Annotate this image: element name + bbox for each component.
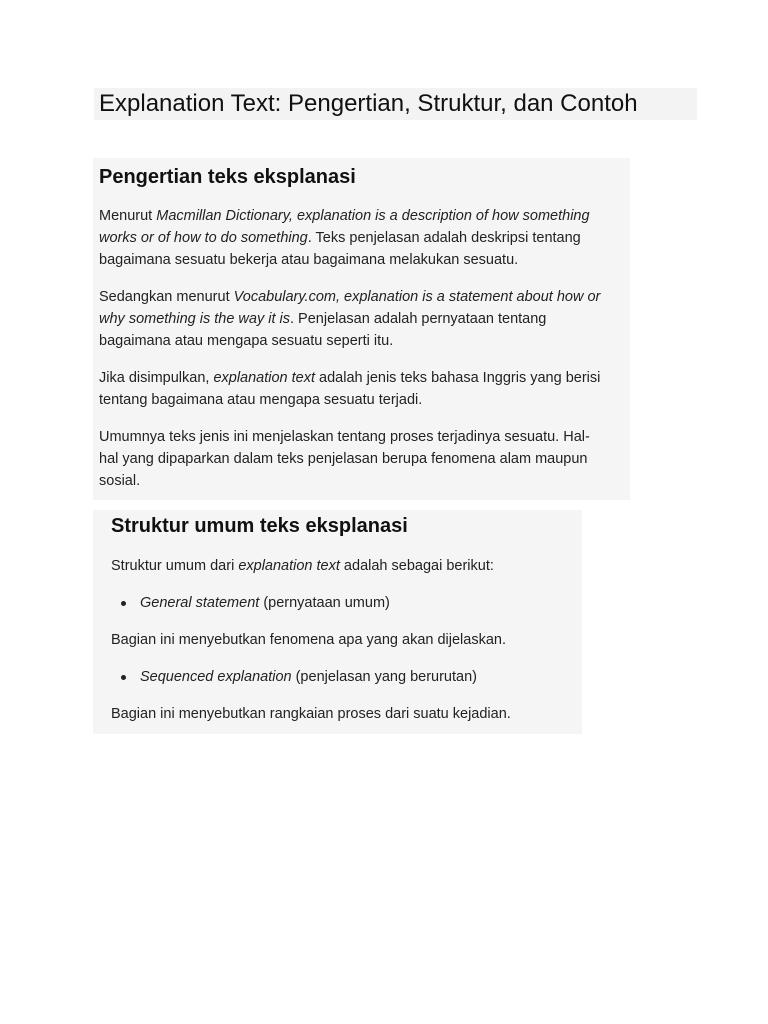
italic-text: Macmillan Dictionary, explanation is a description of how something: [156, 208, 590, 224]
section-heading-struktur: Struktur umum teks eksplanasi: [111, 515, 408, 537]
paragraph-line: [99, 286, 630, 308]
text-span: Jika disimpulkan,: [99, 370, 214, 386]
paragraph-line: [99, 205, 630, 227]
paragraph-line: Umumnya teks jenis ini menjelaskan tentang proses terjadinya sesuatu. Hal-: [99, 429, 590, 445]
paragraph-vocabulary: [99, 286, 630, 352]
paragraph-line: bagaimana atau mengapa sesuatu seperti itu.: [99, 333, 394, 349]
text-span: adalah sebagai berikut:: [339, 558, 494, 574]
bullet-dot-icon: [121, 601, 126, 606]
text-span: adalah jenis teks bahasa Inggris yang berisi: [315, 370, 601, 386]
paragraph-macmillan: [99, 205, 630, 271]
italic-text: works or of how to do something: [99, 230, 308, 246]
text-span: . Penjelasan adalah pernyataan tentang: [290, 311, 547, 327]
paragraph-sequenced-explanation-desc: Bagian ini menyebutkan rangkaian proses dari suatu kejadian.: [111, 706, 511, 722]
section-heading-pengertian: Pengertian teks eksplanasi: [99, 166, 356, 188]
paragraph-line: sosial.: [99, 473, 141, 489]
list-item-sequenced-explanation: [121, 666, 582, 688]
paragraph-line: [99, 308, 630, 330]
page-title: Explanation Text: Pengertian, Struktur, dan Contoh: [94, 88, 697, 120]
paragraph-struktur-intro: [111, 555, 582, 577]
list-item-general-statement: [121, 592, 582, 614]
text-span: Menurut: [99, 208, 157, 224]
italic-text: Sequenced explanation: [140, 669, 292, 685]
italic-text: explanation text: [213, 370, 316, 386]
bullet-dot-icon: [121, 675, 126, 680]
paragraph-kesimpulan: [99, 367, 630, 411]
text-span: (pernyataan umum): [259, 595, 390, 611]
italic-text: explanation text: [238, 558, 340, 574]
paragraph-umumnya: [99, 426, 630, 492]
paragraph-line: [99, 227, 630, 249]
italic-text: General statement: [140, 595, 260, 611]
paragraph-line: tentang bagaimana atau mengapa sesuatu terjadi.: [99, 392, 423, 408]
section-pengertian: [93, 158, 630, 500]
paragraph-line: bagaimana sesuatu bekerja atau bagaimana melakukan sesuatu.: [99, 252, 519, 268]
text-span: . Teks penjelasan adalah deskripsi tentang: [307, 230, 581, 246]
italic-text: Vocabulary.com, explanation is a statement about how or: [233, 289, 601, 305]
paragraph-general-statement-desc: Bagian ini menyebutkan fenomena apa yang akan dijelaskan.: [111, 632, 506, 648]
paragraph-line: hal yang dipaparkan dalam teks penjelasan berupa fenomena alam maupun: [99, 451, 588, 467]
italic-text: why something is the way it is: [99, 311, 290, 327]
section-struktur: [93, 510, 582, 734]
text-span: (penjelasan yang berurutan): [291, 669, 477, 685]
text-span: Sedangkan menurut: [99, 289, 234, 305]
paragraph-line: [99, 367, 630, 389]
text-span: Struktur umum dari: [111, 558, 239, 574]
